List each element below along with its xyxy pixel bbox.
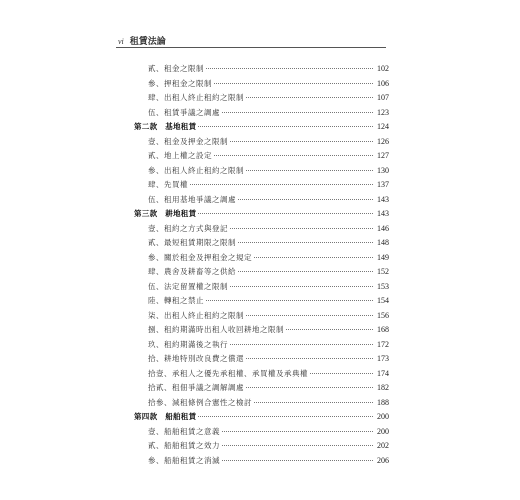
toc-entry-page-number: 123 (377, 107, 389, 117)
toc-entry-page-number: 153 (377, 281, 389, 291)
dot-leader (254, 402, 373, 403)
toc-section-heading (134, 410, 389, 425)
toc-entry-label: 貳、租金之限制 (148, 64, 204, 73)
toc-entry-label: 貳、地上權之設定 (148, 151, 212, 160)
toc-entry-label: 拾壹、承租人之優先承租權、承買權及承典權 (148, 368, 308, 378)
dot-leader (238, 199, 373, 200)
dot-leader (206, 68, 373, 69)
toc-entry-page-number: 107 (377, 93, 389, 102)
toc-entry-label: 參、押租金之限制 (148, 78, 212, 88)
toc-entry-label: 捌、租約期滿時出租人收回耕地之限制 (148, 325, 284, 334)
toc-entry-page-number: 130 (377, 165, 389, 175)
toc-entry (148, 454, 389, 469)
toc-entry-page-number: 174 (377, 368, 389, 378)
toc-entry-page-number: 202 (377, 441, 389, 450)
dot-leader (222, 445, 373, 446)
dot-leader (286, 329, 373, 330)
dot-leader (214, 83, 373, 84)
toc-entry-page-number: 124 (377, 122, 389, 131)
toc-entry-page-number: 200 (377, 426, 389, 436)
toc-entry (148, 294, 389, 309)
toc-entry-label: 第三款 耕地租賃 (134, 209, 197, 218)
toc-entry (148, 367, 389, 382)
toc-entry (148, 62, 389, 77)
toc-entry-label: 參、出租人終止租約之限制 (148, 165, 244, 175)
toc-entry-label: 伍、租用基地爭議之調處 (148, 194, 236, 204)
toc-entry-page-number: 173 (377, 354, 389, 363)
toc-entry-label: 玖、租約期滿後之執行 (148, 339, 228, 349)
toc-entry-page-number: 156 (377, 310, 389, 320)
dot-leader (254, 257, 373, 258)
dot-leader (214, 155, 373, 156)
toc-entry (148, 251, 389, 266)
toc-entry-page-number: 188 (377, 397, 389, 407)
toc-entry-label: 柒、出租人終止租約之限制 (148, 310, 244, 320)
toc-entry-page-number: 149 (377, 252, 389, 262)
running-header (118, 34, 166, 47)
toc-entry (148, 222, 389, 237)
dot-leader (198, 213, 373, 214)
dot-leader (230, 228, 373, 229)
dot-leader (198, 126, 373, 127)
dot-leader (230, 286, 373, 287)
toc-entry (148, 425, 389, 440)
toc-entry-page-number: 137 (377, 180, 389, 189)
toc-entry-label: 伍、租賃爭議之調處 (148, 107, 220, 117)
toc-entry (148, 381, 389, 396)
toc-entry-label: 貳、最短租賃期限之限制 (148, 238, 236, 247)
toc-entry (148, 280, 389, 295)
toc-entry (148, 178, 389, 193)
dot-leader (222, 112, 373, 113)
toc-entry (148, 352, 389, 367)
dot-leader (246, 315, 373, 316)
toc-entry-label: 第四款 船舶租賃 (134, 412, 197, 421)
toc-entry-page-number: 152 (377, 267, 389, 276)
toc-entry (148, 323, 389, 338)
toc-entry-label: 貳、船舶租賃之效力 (148, 441, 220, 450)
toc-section-heading (134, 207, 389, 222)
dot-leader (246, 170, 373, 171)
dot-leader (230, 141, 373, 142)
toc-entry (148, 236, 389, 251)
toc-entry (148, 396, 389, 411)
toc-entry-page-number: 126 (377, 136, 389, 146)
toc-entry-page-number: 182 (377, 383, 389, 392)
toc-entry-label: 參、船舶租賃之消滅 (148, 455, 220, 465)
toc-entry-label: 壹、船舶租賃之意義 (148, 426, 220, 436)
header-book-title: 租賃法論 (129, 37, 166, 47)
dot-leader (246, 387, 373, 388)
toc-entry-label: 陸、轉租之禁止 (148, 296, 204, 305)
dot-leader (190, 184, 373, 185)
toc-entry-label: 肆、先買權 (148, 180, 188, 189)
toc-entry-label: 第二款 基地租賃 (134, 122, 197, 131)
toc-entry-label: 拾、耕地特別改良費之償還 (148, 354, 244, 363)
dot-leader (222, 460, 373, 461)
toc-entry-label: 肆、出租人終止租約之限制 (148, 93, 244, 102)
toc-entry-page-number: 143 (377, 209, 389, 218)
toc-entry-page-number: 206 (377, 455, 389, 465)
dot-leader (238, 271, 373, 272)
dot-leader (230, 344, 373, 345)
dot-leader (238, 242, 373, 243)
toc-entry-page-number: 106 (377, 78, 389, 88)
toc-entry-page-number: 154 (377, 296, 389, 305)
toc-entry (148, 135, 389, 150)
header-rule (116, 47, 386, 48)
toc-section-heading (134, 120, 389, 135)
dot-leader (246, 358, 373, 359)
toc-entry-page-number: 146 (377, 223, 389, 233)
dot-leader (198, 416, 373, 417)
toc-entry-page-number: 148 (377, 238, 389, 247)
toc-entry (148, 91, 389, 106)
dot-leader (310, 373, 373, 374)
toc-entry (148, 149, 389, 164)
toc-entry-label: 伍、法定留置權之限制 (148, 281, 228, 291)
toc-entry-label: 參、關於租金及押租金之規定 (148, 252, 252, 262)
toc-entry-label: 壹、租金及押金之限制 (148, 136, 228, 146)
table-of-contents (134, 62, 389, 468)
toc-entry-label: 壹、租約之方式與登記 (148, 223, 228, 233)
toc-entry-page-number: 143 (377, 194, 389, 204)
toc-entry (148, 265, 389, 280)
toc-entry-label: 拾參、減租條例合憲性之檢討 (148, 397, 252, 407)
toc-entry (148, 193, 389, 208)
toc-entry (148, 77, 389, 92)
dot-leader (206, 300, 373, 301)
dot-leader (222, 431, 373, 432)
toc-entry (148, 106, 389, 121)
toc-entry (148, 164, 389, 179)
toc-entry (148, 439, 389, 454)
toc-entry-page-number: 168 (377, 325, 389, 334)
toc-entry-label: 肆、農舍及耕畜等之供給 (148, 267, 236, 276)
toc-entry-page-number: 102 (377, 64, 389, 73)
toc-entry-label: 拾貳、租佃爭議之調解調處 (148, 383, 244, 392)
toc-entry-page-number: 172 (377, 339, 389, 349)
toc-entry (148, 309, 389, 324)
dot-leader (246, 97, 373, 98)
toc-entry (148, 338, 389, 353)
header-page-number: vi (118, 37, 124, 46)
toc-entry-page-number: 127 (377, 151, 389, 160)
toc-entry-page-number: 200 (377, 412, 389, 421)
